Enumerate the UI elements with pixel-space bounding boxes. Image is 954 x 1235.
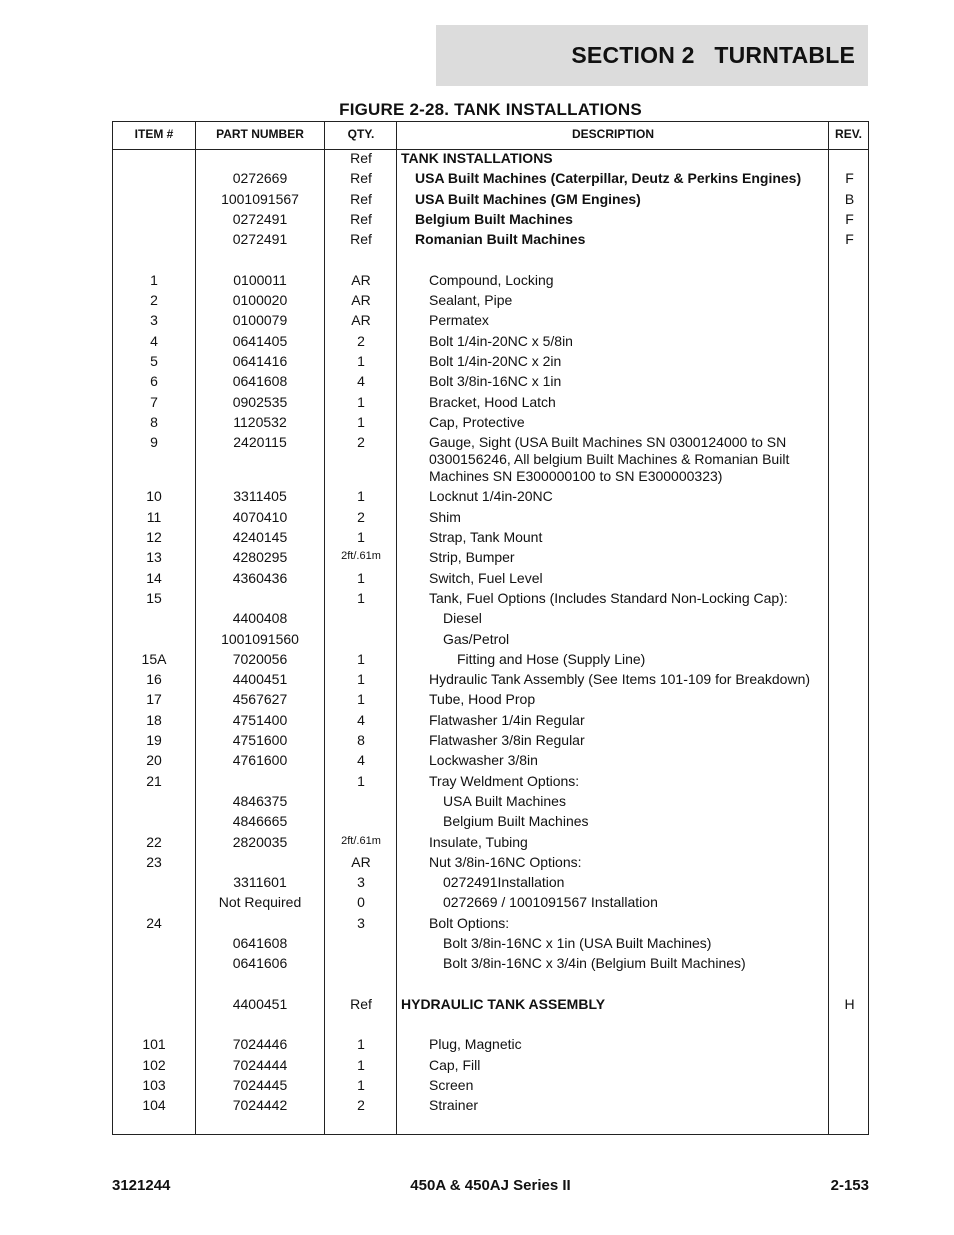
part-number: 0272491 xyxy=(232,210,288,227)
part-number: 3311601 xyxy=(233,874,287,891)
quantity: 1 xyxy=(357,1036,365,1053)
description: Cap, Protective xyxy=(429,413,525,430)
table-row xyxy=(113,874,868,894)
table-row xyxy=(113,610,868,630)
quantity: 1 xyxy=(357,650,365,667)
item-number: 2 xyxy=(150,292,158,309)
col-header-description: DESCRIPTION xyxy=(571,127,654,141)
table-row xyxy=(113,651,868,671)
item-number: 5 xyxy=(150,352,158,369)
section-title: SECTION 2 TURNTABLE xyxy=(571,42,855,68)
item-number: 17 xyxy=(146,691,162,708)
footer-model: 450A & 450AJ Series II xyxy=(410,1177,571,1194)
quantity: Ref xyxy=(350,170,372,187)
item-number: 9 xyxy=(150,434,158,451)
part-number: 7024444 xyxy=(232,1056,288,1073)
table-row xyxy=(113,292,868,312)
quantity: Ref xyxy=(350,150,372,166)
item-number: 4 xyxy=(150,332,158,349)
quantity: 1 xyxy=(357,589,365,606)
table-row xyxy=(113,1097,868,1117)
part-number: 4751600 xyxy=(232,732,288,749)
table-row xyxy=(113,434,868,488)
table-row xyxy=(113,1036,868,1056)
part-number: 0100079 xyxy=(232,312,288,329)
part-number: 0641416 xyxy=(232,352,288,369)
description: Diesel xyxy=(443,610,482,627)
description: Bolt 3/8in-16NC x 3/4in (Belgium Built Machines) xyxy=(443,955,746,972)
quantity: Ref xyxy=(350,995,372,1012)
table-row xyxy=(113,894,868,914)
part-number: 0641405 xyxy=(232,332,288,349)
description: Bolt 1/4in-20NC x 2in xyxy=(429,352,562,369)
col-header-item: ITEM # xyxy=(134,127,174,141)
part-number: 1001091560 xyxy=(221,630,299,647)
description: USA Built Machines (Caterpillar, Deutz & Perkins Engines) xyxy=(415,170,802,187)
table-header xyxy=(113,122,868,150)
item-number: 6 xyxy=(150,373,158,390)
table-row xyxy=(113,915,868,935)
description: Strainer xyxy=(429,1097,479,1114)
table-row xyxy=(113,976,868,996)
col-header-rev: REV. xyxy=(835,127,862,141)
table-row xyxy=(113,1077,868,1097)
table-row xyxy=(113,752,868,772)
table-row xyxy=(113,414,868,434)
part-number: 4400451 xyxy=(232,671,288,688)
part-number: 7024445 xyxy=(232,1077,288,1094)
description: Permatex xyxy=(429,312,489,329)
part-number: 4751400 xyxy=(232,711,288,728)
part-number: 1001091567 xyxy=(221,190,299,207)
description: Nut 3/8in-16NC Options: xyxy=(429,853,582,870)
part-number: 0272669 xyxy=(232,170,288,187)
item-number: 20 xyxy=(146,752,162,769)
item-number: 3 xyxy=(150,312,158,329)
item-number: 103 xyxy=(142,1077,166,1094)
quantity: Ref xyxy=(350,210,372,227)
part-number: 1120532 xyxy=(233,413,287,430)
table-row xyxy=(113,732,868,752)
quantity: Ref xyxy=(350,231,372,248)
description: Strip, Bumper xyxy=(429,549,515,566)
quantity: AR xyxy=(351,853,371,870)
quantity: 2ft/.61m xyxy=(341,550,381,563)
part-number: 4360436 xyxy=(232,569,288,586)
quantity: 3 xyxy=(357,914,365,931)
table-row xyxy=(113,1057,868,1077)
quantity: 1 xyxy=(357,529,365,546)
part-number: 0641606 xyxy=(232,955,288,972)
table-row xyxy=(113,854,868,874)
table-row xyxy=(113,813,868,833)
revision: B xyxy=(844,190,855,207)
part-number: 7024442 xyxy=(232,1097,288,1114)
part-number: 4846375 xyxy=(232,792,288,809)
table-row xyxy=(113,549,868,569)
quantity: 1 xyxy=(357,352,365,369)
description: Sealant, Pipe xyxy=(429,292,513,309)
item-number: 21 xyxy=(146,772,162,789)
table-row xyxy=(113,231,868,251)
quantity: 4 xyxy=(357,711,365,728)
quantity: 1 xyxy=(357,1056,365,1073)
table-row xyxy=(113,373,868,393)
part-number: 0272491 xyxy=(232,231,288,248)
description: Insulate, Tubing xyxy=(429,833,528,850)
table-row xyxy=(113,691,868,711)
description: Belgium Built Machines xyxy=(415,210,573,227)
item-number: 23 xyxy=(146,853,162,870)
quantity: 2 xyxy=(357,508,365,525)
description: Flatwasher 1/4in Regular xyxy=(429,711,585,728)
table-row xyxy=(113,1016,868,1036)
description: Locknut 1/4in-20NC xyxy=(429,488,553,505)
item-number: 13 xyxy=(146,549,162,566)
table-row xyxy=(113,488,868,508)
part-number: 4240145 xyxy=(232,529,288,546)
description: TANK INSTALLATIONS xyxy=(401,150,553,166)
table-row xyxy=(113,312,868,332)
col-header-qty: QTY. xyxy=(347,127,375,141)
part-number: 3311405 xyxy=(233,488,287,505)
table-row xyxy=(113,211,868,231)
quantity: 4 xyxy=(357,752,365,769)
quantity: Ref xyxy=(350,190,372,207)
quantity: 2 xyxy=(357,332,365,349)
part-number: 4761600 xyxy=(232,752,288,769)
figure-title: FIGURE 2-28. TANK INSTALLATIONS xyxy=(339,100,642,119)
table-row xyxy=(113,509,868,529)
description: Bolt 3/8in-16NC x 1in xyxy=(429,373,562,390)
item-number: 102 xyxy=(142,1056,166,1073)
quantity: 1 xyxy=(357,671,365,688)
part-number: Not Required xyxy=(218,894,302,911)
table-row xyxy=(113,333,868,353)
description: Flatwasher 3/8in Regular xyxy=(429,732,585,749)
description: Belgium Built Machines xyxy=(443,813,589,830)
description: Strap, Tank Mount xyxy=(429,529,543,546)
revision: F xyxy=(845,231,854,248)
table-row xyxy=(113,834,868,854)
description: USA Built Machines xyxy=(443,792,566,809)
table-row xyxy=(113,570,868,590)
table-row xyxy=(113,191,868,211)
table-row xyxy=(113,170,868,190)
item-number: 12 xyxy=(146,529,162,546)
description: Shim xyxy=(429,508,461,525)
description: Switch, Fuel Level xyxy=(429,569,543,586)
quantity: 2ft/.61m xyxy=(341,834,381,847)
quantity: AR xyxy=(351,292,371,309)
item-number: 19 xyxy=(146,732,162,749)
quantity: 0 xyxy=(357,894,365,911)
revision: H xyxy=(844,995,855,1012)
part-number: 0641608 xyxy=(232,934,288,951)
item-number: 16 xyxy=(146,671,162,688)
parts-table xyxy=(112,121,869,1135)
item-number: 8 xyxy=(150,413,158,430)
table-row xyxy=(113,529,868,549)
table-row xyxy=(113,996,868,1016)
quantity: 3 xyxy=(357,874,365,891)
table-row xyxy=(113,935,868,955)
quantity: 1 xyxy=(357,1077,365,1094)
table-row xyxy=(113,590,868,610)
revision: F xyxy=(845,210,854,227)
table-row xyxy=(113,773,868,793)
col-header-part-number: PART NUMBER xyxy=(216,127,304,141)
part-number: 7024446 xyxy=(232,1036,288,1053)
item-number: 1 xyxy=(150,271,158,288)
description: 0272491Installation xyxy=(443,874,565,891)
part-number: 0100020 xyxy=(232,292,288,309)
description: Bolt 1/4in-20NC x 5/8in xyxy=(429,332,573,349)
part-number: 2420115 xyxy=(233,434,287,451)
table-row xyxy=(113,955,868,975)
table-row xyxy=(113,394,868,414)
description: Bolt Options: xyxy=(429,914,510,931)
table-row xyxy=(113,671,868,691)
description: Screen xyxy=(429,1077,474,1094)
description: Gauge, Sight (USA Built Machines SN 0300124000 to SN 0300156246, All belgium Built Machines & Romanian Built Machines SN E300000100 to SN E300000323) xyxy=(429,434,790,485)
part-number: 0100011 xyxy=(233,271,287,288)
item-number: 10 xyxy=(146,488,162,505)
part-number: 4400408 xyxy=(232,610,288,627)
table-row xyxy=(113,272,868,292)
description: Plug, Magnetic xyxy=(429,1036,522,1053)
quantity: 4 xyxy=(357,373,365,390)
item-number: 104 xyxy=(142,1097,166,1114)
item-number: 14 xyxy=(146,569,162,586)
item-number: 18 xyxy=(146,711,162,728)
description: Bracket, Hood Latch xyxy=(429,393,556,410)
description: Hydraulic Tank Assembly (See Items 101-109 for Breakdown) xyxy=(429,671,811,688)
table-row xyxy=(113,150,868,170)
quantity: 1 xyxy=(357,569,365,586)
item-number: 24 xyxy=(146,914,162,931)
table-row xyxy=(113,712,868,732)
table-body xyxy=(113,150,868,1118)
quantity: AR xyxy=(351,312,371,329)
quantity: AR xyxy=(351,271,371,288)
quantity: 1 xyxy=(357,413,365,430)
quantity: 2 xyxy=(357,1097,365,1114)
part-number: 7020056 xyxy=(232,650,288,667)
description: Lockwasher 3/8in xyxy=(429,752,538,769)
part-number: 4400451 xyxy=(232,995,288,1012)
description: Romanian Built Machines xyxy=(415,231,586,248)
description: Compound, Locking xyxy=(429,271,554,288)
part-number: 4280295 xyxy=(232,549,288,566)
description: Tray Weldment Options: xyxy=(429,772,580,789)
revision: F xyxy=(845,170,854,187)
part-number: 4846665 xyxy=(232,813,288,830)
item-number: 15A xyxy=(141,650,167,667)
quantity: 1 xyxy=(357,393,365,410)
description: HYDRAULIC TANK ASSEMBLY xyxy=(401,995,606,1012)
footer-page-number: 2-153 xyxy=(830,1177,869,1194)
part-number: 4070410 xyxy=(232,508,288,525)
part-number: 0902535 xyxy=(232,393,288,410)
quantity: 8 xyxy=(357,732,365,749)
item-number: 11 xyxy=(146,508,162,525)
description: 0272669 / 1001091567 Installation xyxy=(443,894,658,911)
description: Fitting and Hose (Supply Line) xyxy=(457,650,646,667)
table-row xyxy=(113,251,868,271)
part-number: 2820035 xyxy=(232,833,288,850)
part-number: 0641608 xyxy=(232,373,288,390)
quantity: 1 xyxy=(357,772,365,789)
table-row xyxy=(113,793,868,813)
quantity: 1 xyxy=(357,691,365,708)
table-row xyxy=(113,631,868,651)
description: USA Built Machines (GM Engines) xyxy=(415,190,641,207)
description: Tube, Hood Prop xyxy=(429,691,536,708)
part-number: 4567627 xyxy=(232,691,288,708)
description: Tank, Fuel Options (Includes Standard Non-Locking Cap): xyxy=(429,589,788,606)
item-number: 15 xyxy=(146,589,162,606)
section-header xyxy=(436,25,868,86)
item-number: 7 xyxy=(150,393,158,410)
quantity: 2 xyxy=(357,434,365,451)
item-number: 22 xyxy=(146,833,162,850)
description: Bolt 3/8in-16NC x 1in (USA Built Machines) xyxy=(443,934,712,951)
footer-doc-number: 3121244 xyxy=(112,1177,171,1194)
item-number: 101 xyxy=(142,1036,166,1053)
quantity: 1 xyxy=(357,488,365,505)
description: Gas/Petrol xyxy=(443,630,510,647)
description: Cap, Fill xyxy=(429,1056,481,1073)
table-row xyxy=(113,353,868,373)
